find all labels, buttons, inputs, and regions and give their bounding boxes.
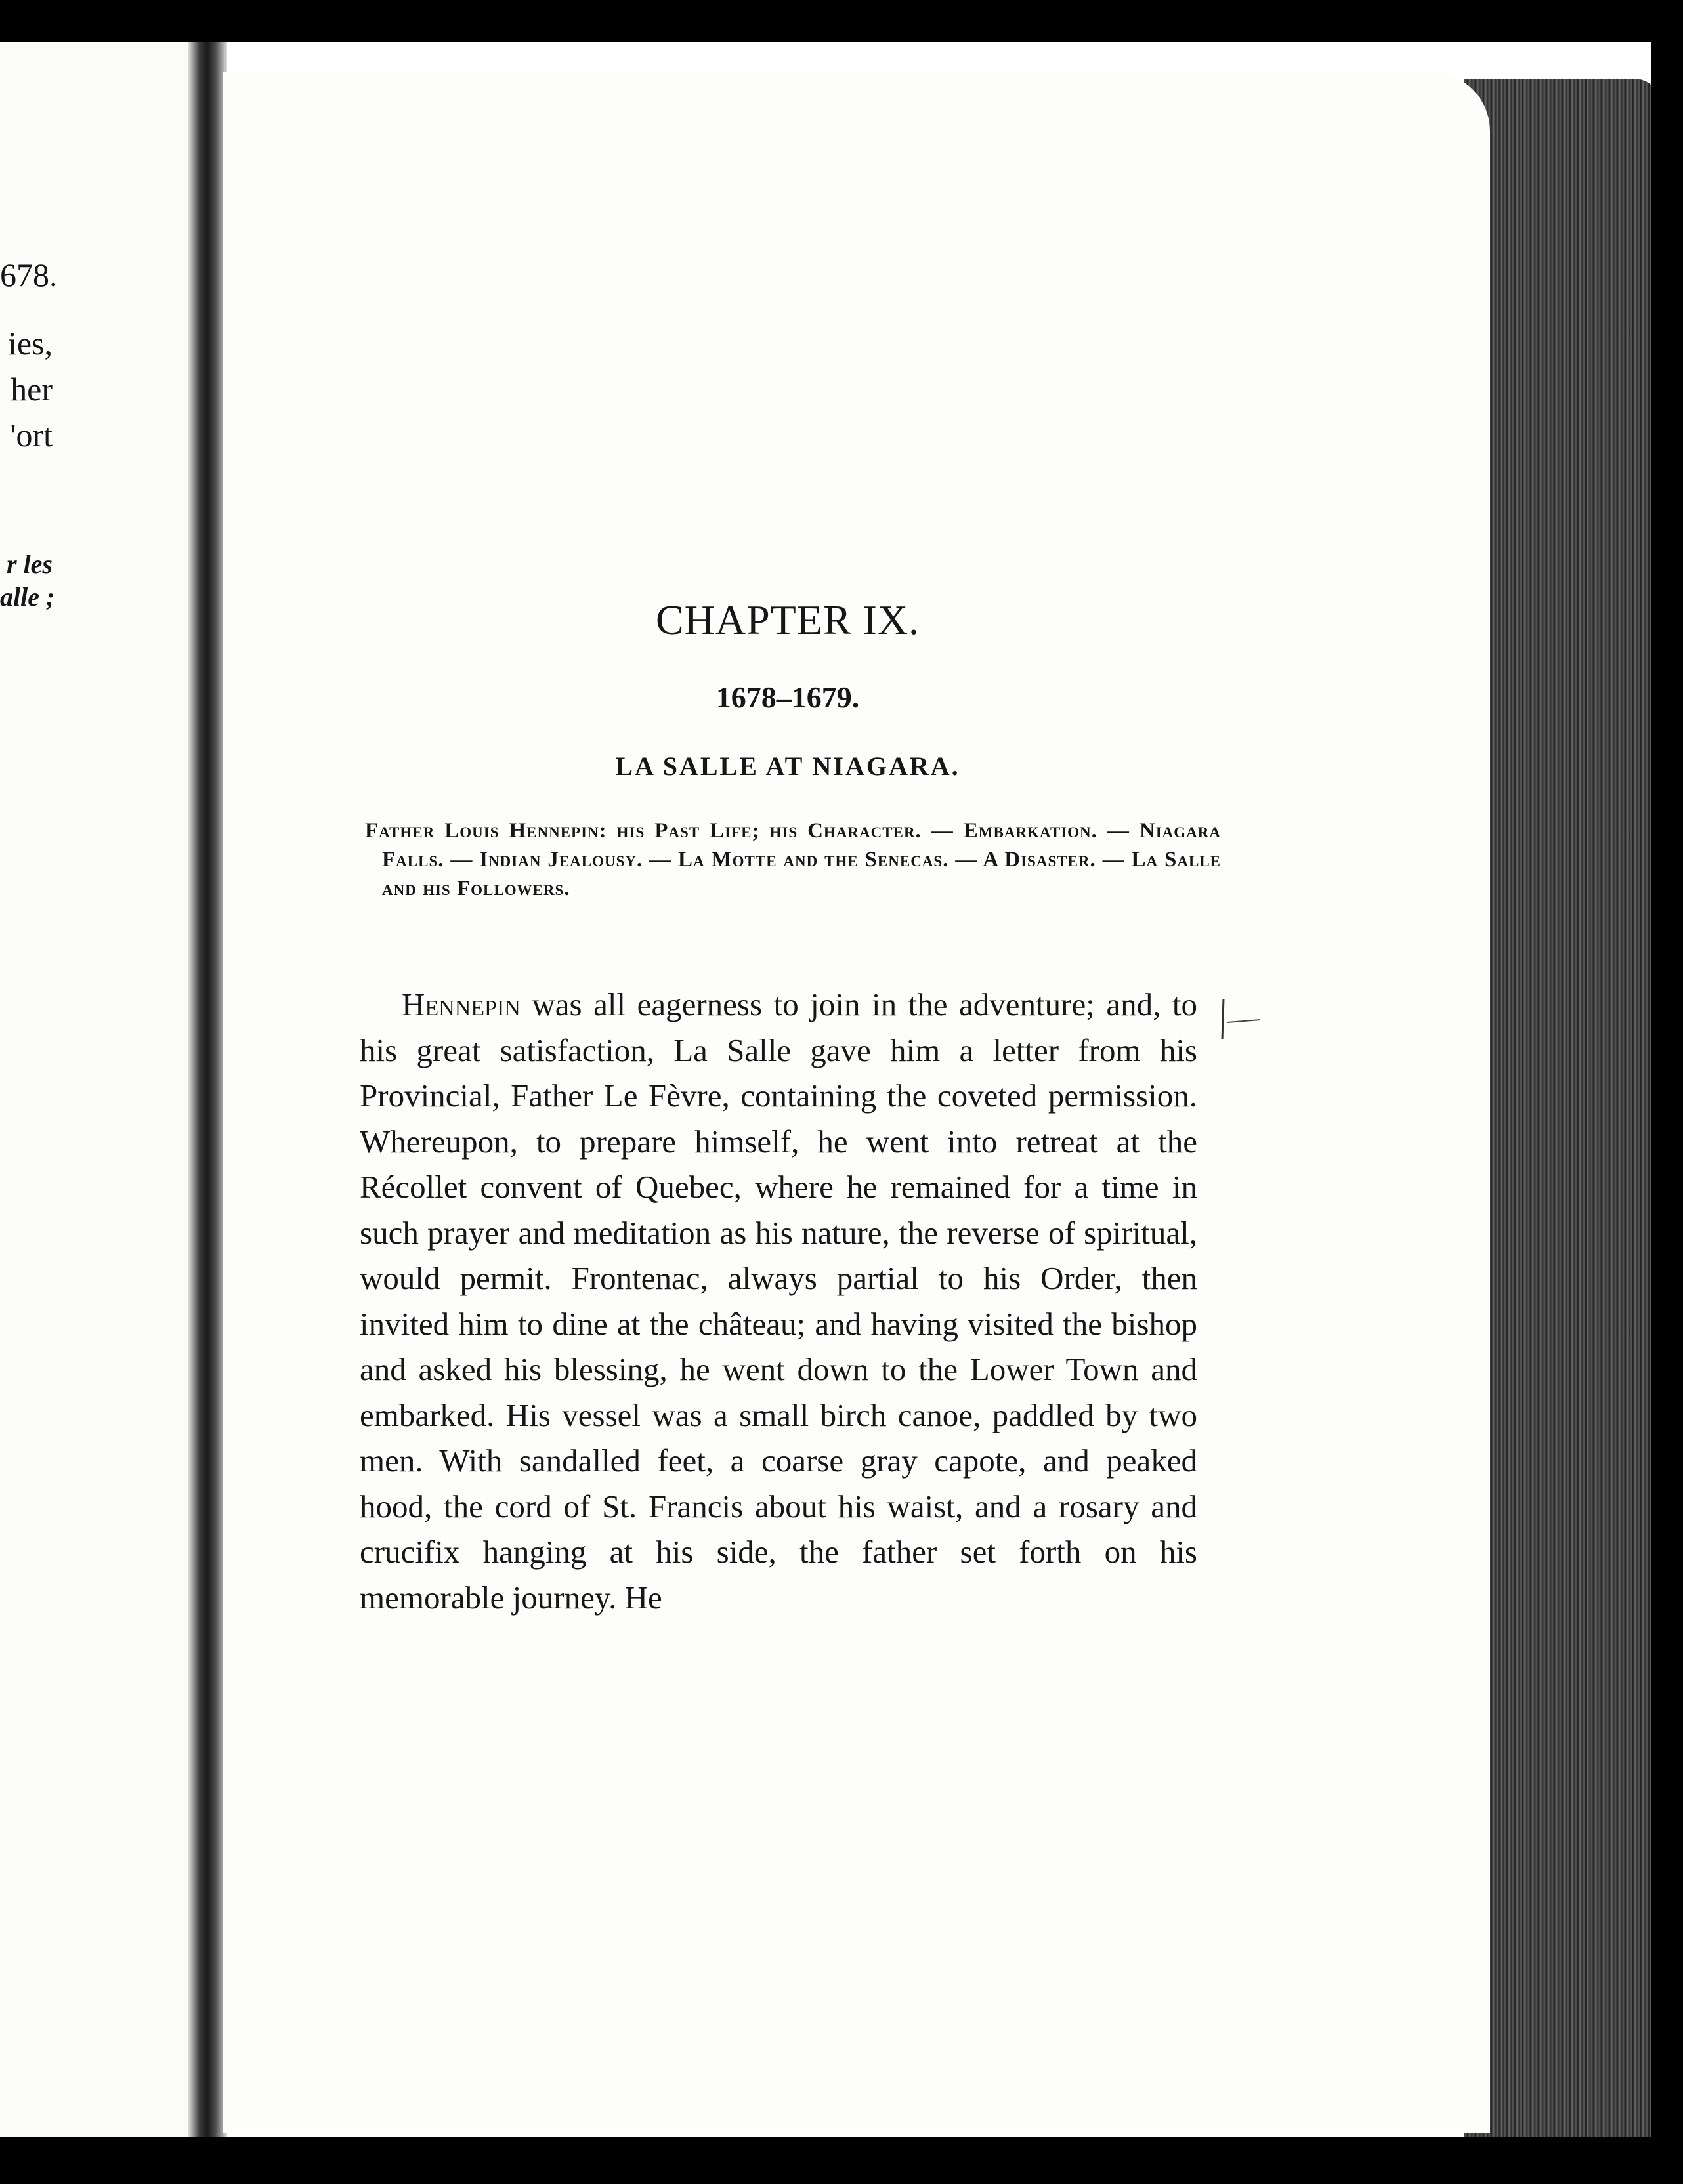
paragraph-text: was all eagerness to join in the adventure; and, to his great satisfaction, La Salle gave him a letter from his Provincial, Father Le Fèvre, containing the coveted permission. Whereupon, to prepare himself, he went into retreat at the Récollet convent of Quebec, where he remained for a time in such prayer and meditation as his nature, the reverse of spiritual, would permit. Frontenac, always partial to his Order, then invited him to dine at the château; and having visited the bishop and asked his blessing, he went down to the Lower Town and embarked. His vessel was a small birch canoe, paddled by two men. With sandalled feet, a coarse gray capote, and peaked hood, the cord of St. Francis about his waist, and a rosary and crucifix hanging at his side, the father set forth on his memorable journey. He [360,986,1197,1616]
chapter-title: CHAPTER IX. [655,597,920,643]
scan-border-right [1651,0,1683,2184]
scan-border-top [0,0,1683,42]
facing-page-text: 678. [0,257,58,293]
chapter-years: 1678–1679. [715,681,860,714]
facing-page-text: ies, [7,325,53,362]
facing-page-text: 'ort [10,417,53,453]
scan-border-bottom [0,2137,1683,2184]
facing-page-footnote: alle ; [0,582,55,612]
facing-page-fragment [0,42,192,2137]
facing-page-footnote: r les [7,549,53,579]
margin-pencil-mark [1218,996,1264,1042]
chapter-synopsis: Father Louis Hennepin: his Past Life; his Character. — Embarkation. — Niagara Falls. — Indian Jealousy. — La Motte and the Senecas. — A Disaster. — La Salle and his Followers. [365,819,1221,900]
facing-page-text: her [11,371,53,408]
body-paragraph [360,982,1197,1620]
book-gutter [188,42,227,2137]
chapter-subtitle: LA SALLE AT NIAGARA. [615,751,960,781]
book-page-edges [1464,79,1661,2139]
paragraph-lead-word: Hennepin [402,986,521,1022]
